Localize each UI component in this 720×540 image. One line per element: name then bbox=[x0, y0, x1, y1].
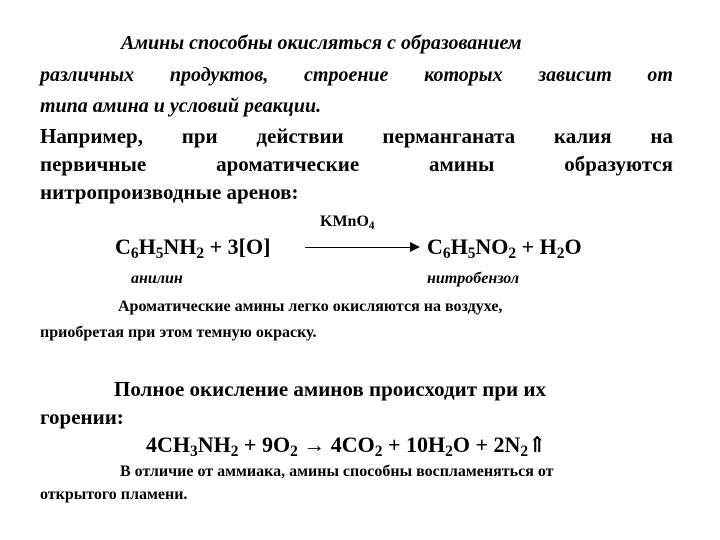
para5-line1: В отличие от аммиака, амины способны воспламеняться от bbox=[120, 463, 554, 480]
label-aniline: анилин bbox=[131, 270, 183, 287]
word: продуктов, bbox=[169, 64, 269, 86]
word: перманганата bbox=[382, 124, 516, 148]
para2-line1 bbox=[40, 124, 673, 149]
word: первичные bbox=[40, 152, 147, 176]
eq-e-sub: 2 bbox=[445, 442, 453, 460]
word: при bbox=[181, 124, 218, 148]
word: строение bbox=[304, 64, 389, 86]
f-nh: NH bbox=[163, 234, 197, 259]
aniline-formula bbox=[115, 234, 270, 260]
word: ароматические bbox=[216, 152, 360, 176]
reaction-arrow-line bbox=[305, 247, 417, 248]
eq-e: + 10H bbox=[387, 432, 446, 457]
f-c: C bbox=[427, 234, 443, 259]
para3-line1: Ароматические амины легко окисляются на воздухе, bbox=[118, 298, 503, 315]
eq-c: + 9O bbox=[243, 432, 291, 457]
word: зависит bbox=[538, 64, 612, 86]
f-h2: H bbox=[539, 234, 557, 259]
nitrobenzene-formula bbox=[427, 234, 582, 260]
eq-f: O + 2N bbox=[452, 432, 521, 457]
eq-b-sub: 2 bbox=[230, 442, 239, 460]
eq-b: NH bbox=[197, 432, 231, 457]
eq-c-sub: 2 bbox=[290, 442, 298, 460]
eq-d-sub: 2 bbox=[374, 442, 383, 460]
f-h2-sub: 2 bbox=[556, 244, 565, 262]
gas-arrow-icon: ⇑ bbox=[528, 432, 547, 457]
word: образуются bbox=[564, 152, 673, 176]
para1-line3: типа амина и условий реакции. bbox=[40, 95, 322, 117]
eq-d: 4CO bbox=[330, 432, 375, 457]
eq-a-sub: 3 bbox=[190, 442, 198, 460]
eq-f-sub: 2 bbox=[520, 442, 529, 460]
f-h-sub: 5 bbox=[155, 244, 164, 262]
para2-line3: нитропроизводные аренов: bbox=[40, 180, 299, 204]
word: действии bbox=[256, 124, 344, 148]
eq-a: 4CH bbox=[146, 432, 190, 457]
para3-line2: приобретая при этом темную окраску. bbox=[40, 324, 317, 341]
word: калия bbox=[553, 124, 612, 148]
reagent-sub: 4 bbox=[368, 219, 375, 232]
f-c-sub: 6 bbox=[130, 244, 139, 262]
f-no-sub: 2 bbox=[508, 244, 517, 262]
word: которых bbox=[424, 64, 503, 86]
reaction-arrow-icon bbox=[410, 242, 420, 252]
reagent-text: KMnO bbox=[320, 213, 369, 230]
para4-line1: Полное окисление аминов происходит при их bbox=[114, 377, 547, 401]
f-o: O bbox=[564, 234, 582, 259]
word: различных bbox=[40, 64, 135, 86]
f-c: C bbox=[115, 234, 131, 259]
word: Например, bbox=[40, 124, 143, 148]
f-plus: + bbox=[521, 234, 535, 259]
f-c-sub: 6 bbox=[442, 244, 451, 262]
combustion-equation bbox=[146, 432, 547, 458]
para1-line2 bbox=[40, 64, 673, 87]
f-no: NO bbox=[475, 234, 509, 259]
f-h: H bbox=[138, 234, 156, 259]
para5-line2: открытого пламени. bbox=[40, 486, 188, 503]
word: амины bbox=[429, 152, 495, 176]
f-nh-sub: 2 bbox=[196, 244, 205, 262]
para2-line2 bbox=[40, 152, 673, 177]
para1-line1: Амины способны окисляться с образованием bbox=[121, 32, 522, 54]
word: на bbox=[650, 124, 673, 148]
reagent-kmno4 bbox=[320, 213, 374, 231]
eq-arrow-icon: → bbox=[303, 432, 326, 457]
label-nitrobenzene: нитробензол bbox=[427, 270, 520, 287]
para4-line2: горении: bbox=[40, 405, 124, 429]
word: от bbox=[647, 64, 673, 86]
f-h: H bbox=[450, 234, 468, 259]
f-plus-o: + 3[O] bbox=[209, 234, 271, 259]
f-h-sub: 5 bbox=[467, 244, 476, 262]
